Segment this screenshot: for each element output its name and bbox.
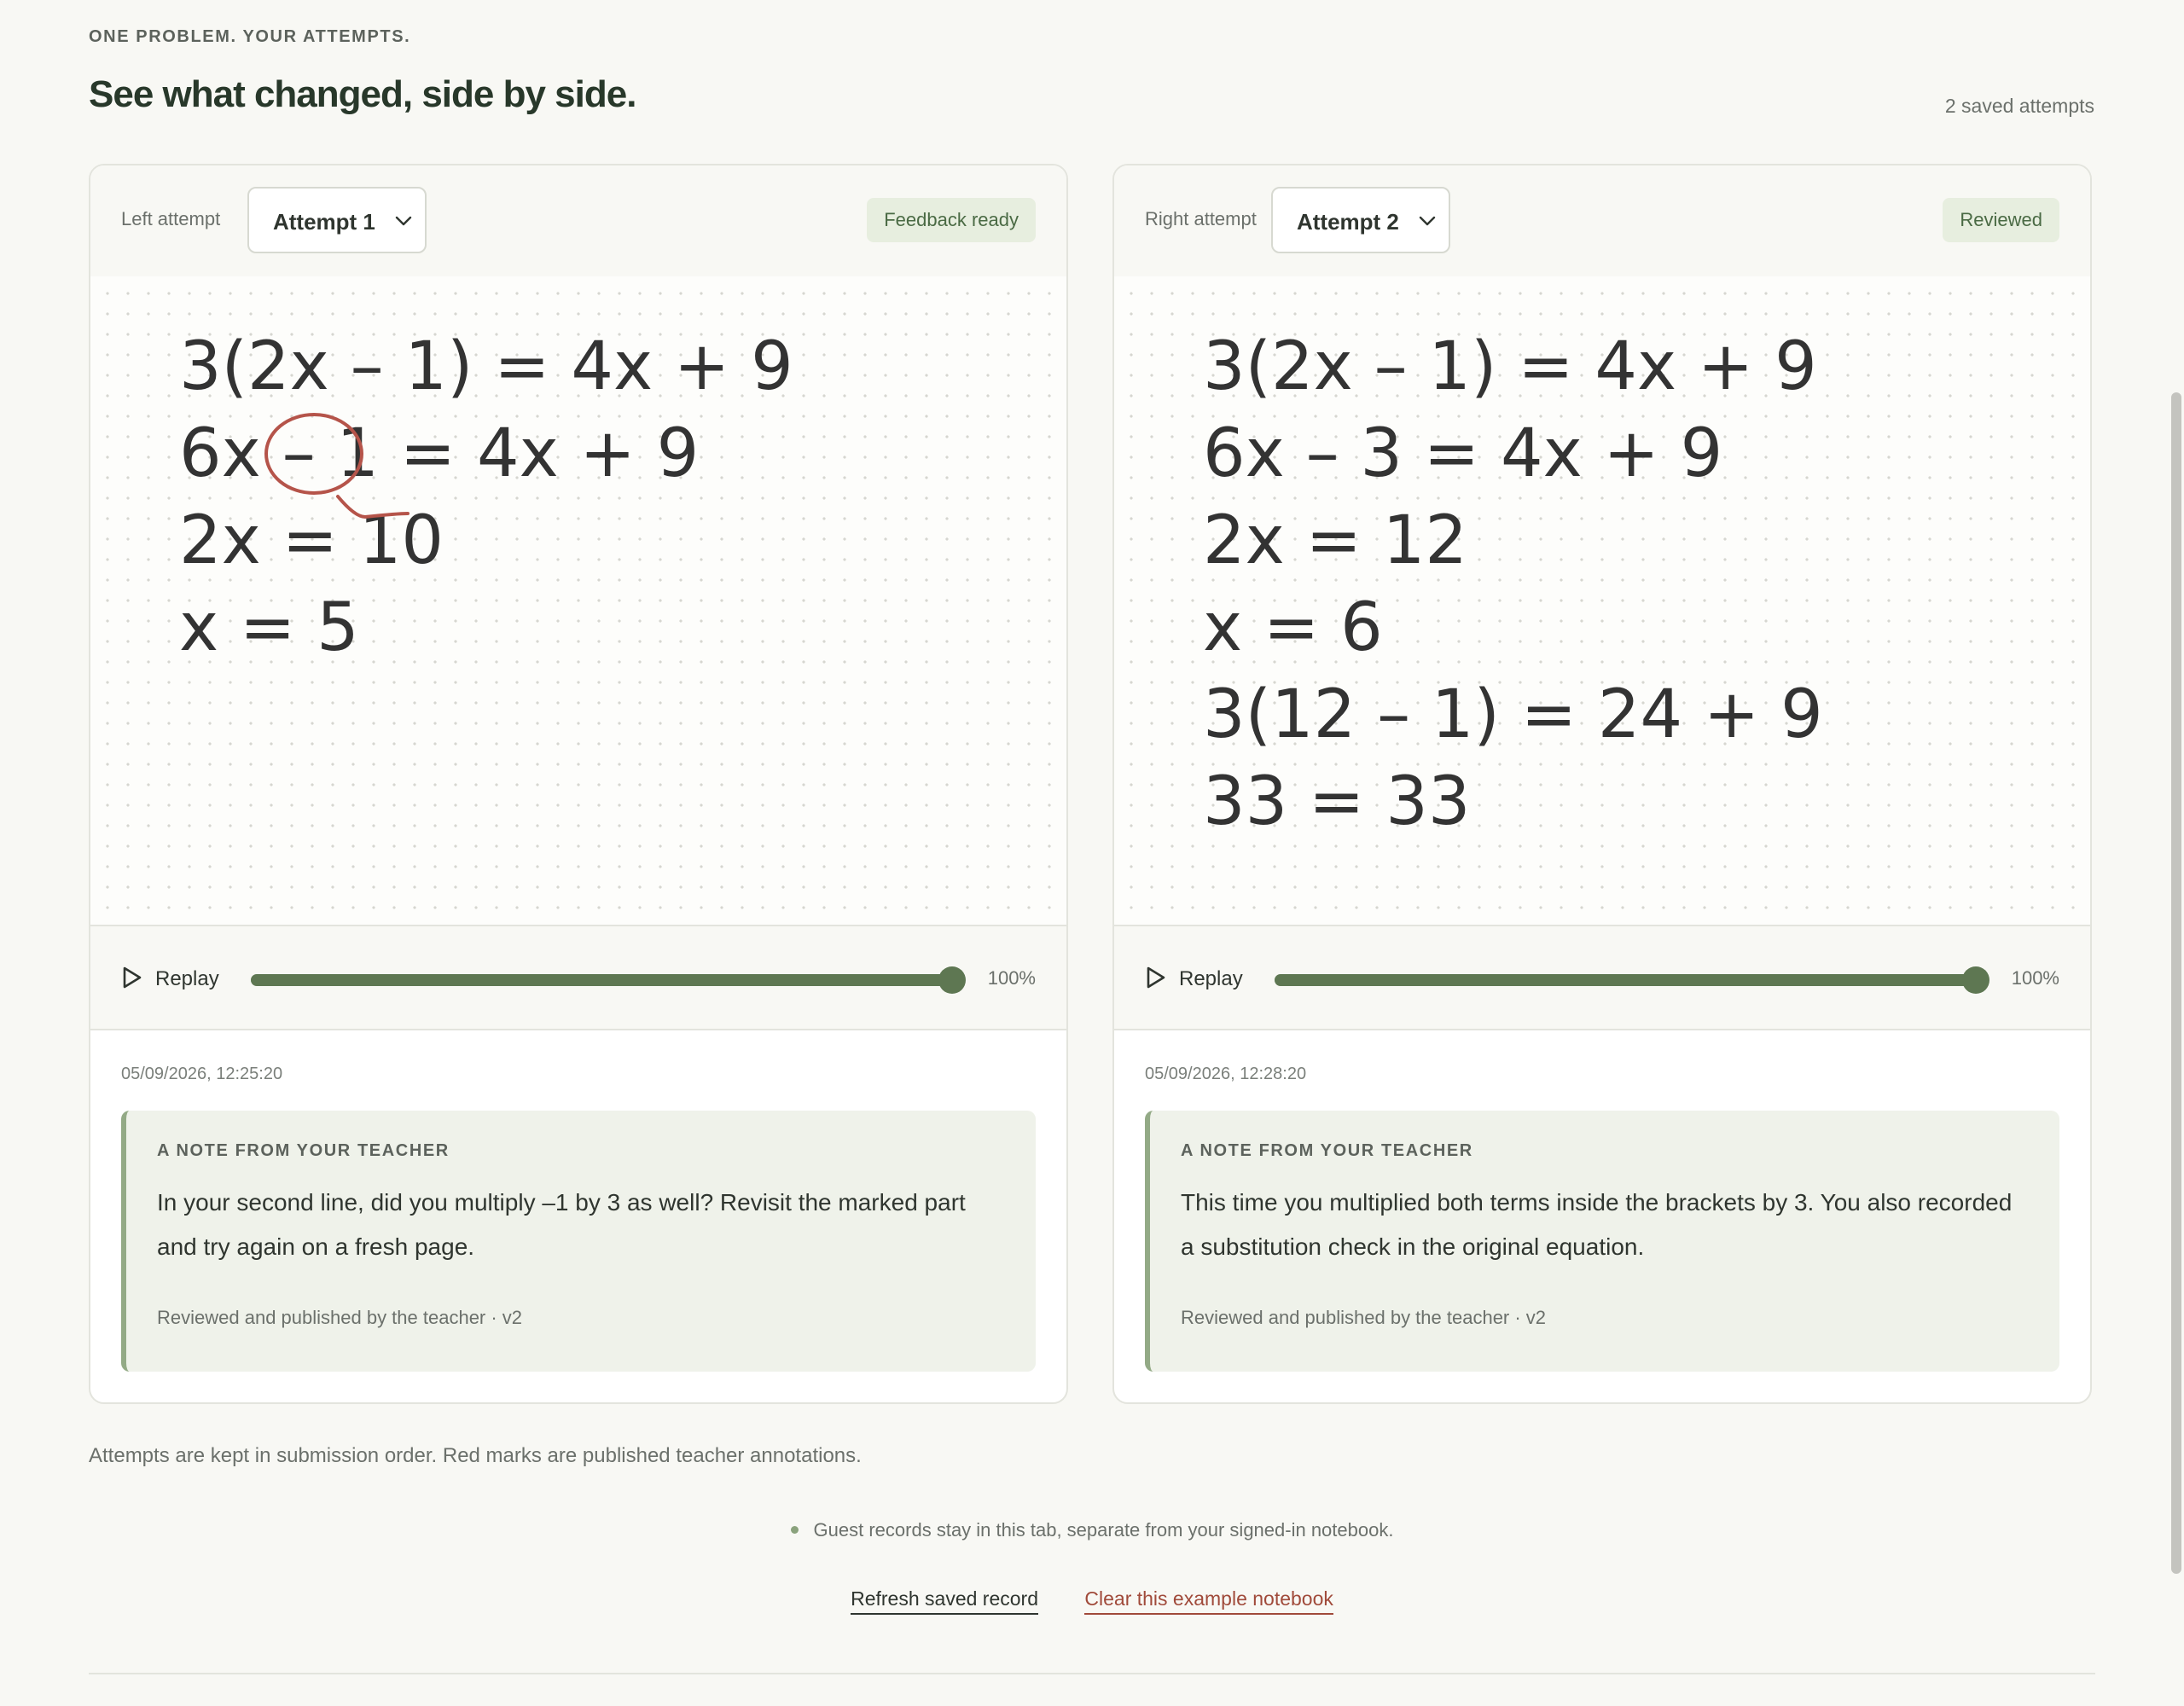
replay-label: Replay (155, 967, 219, 990)
left-attempt-selected-value: Attempt 1 (273, 209, 375, 235)
replay-slider-thumb[interactable] (1962, 966, 1989, 994)
replay-label: Replay (1179, 967, 1243, 990)
work-line: 6x – 1 = 4x + 9 (179, 415, 700, 492)
replay-slider-fill (251, 974, 952, 986)
panel-header (1114, 165, 2090, 278)
replay-slider-thumb[interactable] (938, 966, 966, 994)
attempt-timestamp: 05/09/2026, 12:28:20 (1145, 1065, 1307, 1083)
page-eyebrow: ONE PROBLEM. YOUR ATTEMPTS. (89, 27, 411, 46)
replay-slider-fill (1275, 974, 1976, 986)
teacher-note (1145, 1111, 2059, 1372)
handwriting-canvas[interactable] (1114, 276, 2090, 925)
saved-attempts-count: 2 saved attempts (1944, 95, 2094, 117)
work-line: x = 5 (179, 589, 359, 666)
handwritten-work (1114, 276, 2090, 925)
teacher-note-heading: A NOTE FROM YOUR TEACHER (1181, 1141, 1473, 1160)
handwritten-work (90, 276, 1066, 925)
guest-record-notice (0, 1519, 2184, 1541)
guest-record-text: Guest records stay in this tab, separate from your signed-in notebook. (813, 1519, 1394, 1541)
teacher-note (121, 1111, 1036, 1372)
chevron-down-icon (394, 214, 413, 228)
replay-controls (1114, 925, 2090, 1030)
work-line: 6x – 3 = 4x + 9 (1203, 415, 1723, 492)
right-attempt-label: Right attempt (1145, 208, 1257, 229)
replay-percent: 100% (987, 967, 1036, 989)
replay-slider[interactable] (1275, 974, 1976, 986)
play-icon (121, 966, 143, 989)
panel-header (90, 165, 1066, 278)
teacher-note-heading: A NOTE FROM YOUR TEACHER (157, 1141, 450, 1160)
work-line: 3(12 – 1) = 24 + 9 (1203, 676, 1823, 753)
status-badge: Feedback ready (867, 198, 1036, 242)
right-attempt-selected-value: Attempt 2 (1297, 209, 1399, 235)
work-line: 3(2x – 1) = 4x + 9 (1203, 328, 1817, 405)
status-dot-icon (791, 1526, 799, 1534)
divider (89, 1673, 2095, 1674)
work-line: 33 = 33 (1203, 763, 1471, 840)
refresh-saved-record-link[interactable]: Refresh saved record (851, 1587, 1038, 1615)
play-icon (1145, 966, 1167, 989)
teacher-note-body: This time you multiplied both terms inside the brackets by 3. You also recorded a substitution check in the original equation. (1181, 1189, 2013, 1260)
attempts-footnote: Attempts are kept in submission order. Red marks are published teacher annotations. (89, 1444, 862, 1467)
right-attempt-panel (1112, 164, 2092, 1404)
teacher-note-footer: Reviewed and published by the teacher · v2 (1181, 1307, 1547, 1328)
teacher-note-footer: Reviewed and published by the teacher · v2 (157, 1307, 523, 1328)
notebook-actions (0, 1587, 2184, 1615)
replay-slider[interactable] (251, 974, 952, 986)
left-attempt-panel (89, 164, 1068, 1404)
right-attempt-select[interactable] (1271, 187, 1450, 253)
handwriting-canvas[interactable] (90, 276, 1066, 925)
chevron-down-icon (1418, 214, 1437, 228)
work-line: 3(2x – 1) = 4x + 9 (179, 328, 793, 405)
clear-notebook-link[interactable]: Clear this example notebook (1084, 1587, 1333, 1615)
replay-controls (90, 925, 1066, 1030)
replay-percent: 100% (2011, 967, 2059, 989)
work-line: 2x = 10 (179, 502, 444, 579)
work-line: x = 6 (1203, 589, 1383, 666)
work-line: 2x = 12 (1203, 502, 1467, 579)
left-attempt-label: Left attempt (121, 208, 221, 229)
attempt-timestamp: 05/09/2026, 12:25:20 (121, 1065, 283, 1083)
left-attempt-select[interactable] (247, 187, 427, 253)
page-title: See what changed, side by side. (89, 73, 636, 115)
teacher-note-body: In your second line, did you multiply –1 by 3 as well? Revisit the marked part and try again on a fresh page. (157, 1189, 966, 1260)
page-scrollbar[interactable] (2171, 392, 2181, 1574)
status-badge: Reviewed (1943, 198, 2059, 242)
